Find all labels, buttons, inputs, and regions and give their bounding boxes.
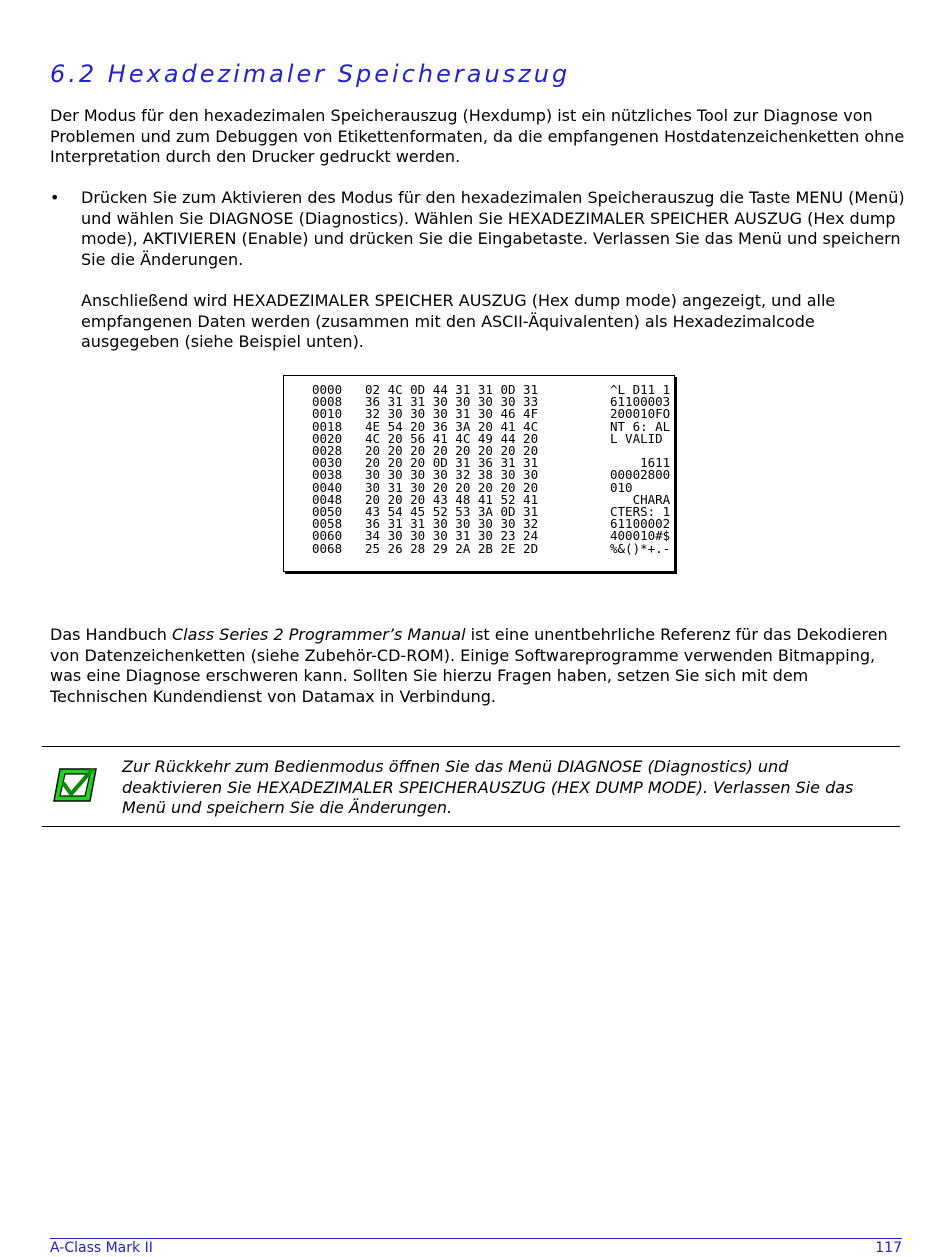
hexdump-offset: 0040	[312, 479, 343, 495]
hexdump-ascii: 200010FO	[610, 406, 671, 422]
reference-text-before: Das Handbuch	[50, 625, 172, 644]
instruction-followup: Anschließend wird HEXADEZIMALER SPEICHER AUSZUG (Hex dump mode) angezeigt, und alle empfangenen Daten werden (zusammen mit den ASCII-Äquivalenten) als Hexadezimalcode ausgegeben (siehe Beispiel unten).	[81, 291, 836, 351]
hexdump-offset: 0068	[312, 540, 343, 556]
hexdump-offset: 0030	[312, 455, 343, 471]
hexdump-bytes: 43 54 45 52 53 3A 0D 31	[365, 504, 539, 519]
hexdump-ascii: CTERS: 1	[610, 504, 671, 519]
hexdump-offset: 0048	[312, 491, 343, 507]
hexdump-bytes: 4C 20 56 41 4C 49 44 20	[365, 430, 539, 446]
hexdump-bytes: 30 31 30 20 20 20 20 20	[365, 479, 539, 495]
hexdump-bytes: 20 20 20 20 20 20 20 20	[365, 443, 539, 458]
hexdump-ascii: CHARA	[610, 491, 671, 507]
instruction-text: Drücken Sie zum Aktivieren des Modus für den hexadezimalen Speicherauszug die Taste MENU (Menü) und wählen Sie DIAGNOSE (Diagnostics). Wählen Sie HEXADEZIMALER SPEICHER AUSZUG (Hex dump mode), AKTIVIEREN (Enable) und drücken Sie die Eingabetaste. Verlassen Sie das Menü und speichern Sie die Änderungen.	[81, 188, 905, 269]
hexdump-ascii: 61100003	[610, 394, 671, 410]
reference-paragraph	[50, 625, 910, 707]
hexdump-bytes: 20 20 20 43 48 41 52 41	[365, 491, 539, 507]
hexdump-offset: 0000	[312, 382, 343, 397]
hexdump-offset: 0060	[312, 528, 343, 544]
reference-text-after: ist eine unentbehrliche Referenz für das Dekodieren von Datenzeichenketten (siehe Zubehör-CD-ROM). Einige Softwareprogramme verwenden Bitmapping, was eine Diagnose erschweren kann. Sollten Sie hierzu Fragen haben, setzen Sie sich mit dem Technischen Kundendienst von Datamax in Verbindung.	[50, 625, 888, 706]
hexdump-bytes: 02 4C 0D 44 31 31 0D 31	[365, 382, 539, 397]
hexdump-bytes: 34 30 30 30 31 30 23 24	[365, 528, 539, 544]
hexdump-bytes: 25 26 28 29 2A 2B 2E 2D	[365, 540, 539, 556]
bullet-marker: •	[50, 188, 60, 207]
hexdump-offset: 0008	[312, 394, 343, 410]
hexdump-ascii: 010	[610, 479, 633, 495]
hexdump-ascii: 00002800	[610, 467, 671, 483]
checkbox-note-icon	[52, 767, 98, 803]
footer-product-name: A-Class Mark II	[50, 1240, 153, 1256]
hexdump-offset: 0058	[312, 516, 343, 532]
footer-rule	[50, 1238, 902, 1239]
hexdump-ascii: 61100002	[610, 516, 671, 532]
hexdump-offset: 0018	[312, 418, 343, 434]
hexdump-offset: 0010	[312, 406, 343, 422]
note-bottom-rule	[42, 826, 900, 827]
hexdump-bytes: 30 30 30 30 32 38 30 30	[365, 467, 539, 483]
manual-title: Class Series 2 Programmer’s Manual	[172, 625, 466, 644]
hexdump-ascii: %&()*+.-	[610, 540, 671, 556]
hexdump-ascii: ^L D11 1	[610, 382, 671, 397]
note-text: Zur Rückkehr zum Bedienmodus öffnen Sie das Menü DIAGNOSE (Diagnostics) und deaktivieren Sie HEXADEZIMALER SPEICHERAUSZUG (HEX DUMP MODE). Verlassen Sie das Menü und speichern Sie die Änderungen.	[122, 757, 854, 817]
hexdump-ascii: NT 6: AL	[610, 418, 671, 434]
hexdump-bytes: 4E 54 20 36 3A 20 41 4C	[365, 418, 539, 434]
note-top-rule	[42, 746, 900, 747]
hexdump-offset: 0050	[312, 504, 343, 519]
section-heading: 6.2 Hexadezimaler Speicherauszug	[50, 60, 571, 88]
hexdump-offset: 0028	[312, 443, 343, 458]
hexdump-bytes: 36 31 31 30 30 30 30 33	[365, 394, 539, 410]
hexdump-bytes: 36 31 31 30 30 30 30 32	[365, 516, 539, 532]
intro-paragraph: Der Modus für den hexadezimalen Speicherauszug (Hexdump) ist ein nützliches Tool zur Diagnose von Problemen und zum Debuggen von Etikettenformaten, da die empfangenen Hostdatenzeichenketten ohne Interpretation durch den Drucker gedruckt werden.	[50, 106, 905, 166]
hexdump-offset: 0038	[312, 467, 343, 483]
hexdump-ascii: 1611	[610, 455, 671, 471]
hexdump-ascii: L VALID	[610, 430, 663, 446]
hexdump-example	[283, 375, 675, 572]
hexdump-ascii: 400010#$	[610, 528, 671, 544]
hexdump-bytes: 20 20 20 0D 31 36 31 31	[365, 455, 539, 471]
hexdump-bytes: 32 30 30 30 31 30 46 4F	[365, 406, 539, 422]
hexdump-offset: 0020	[312, 430, 343, 446]
footer-page-number: 117	[875, 1240, 902, 1256]
